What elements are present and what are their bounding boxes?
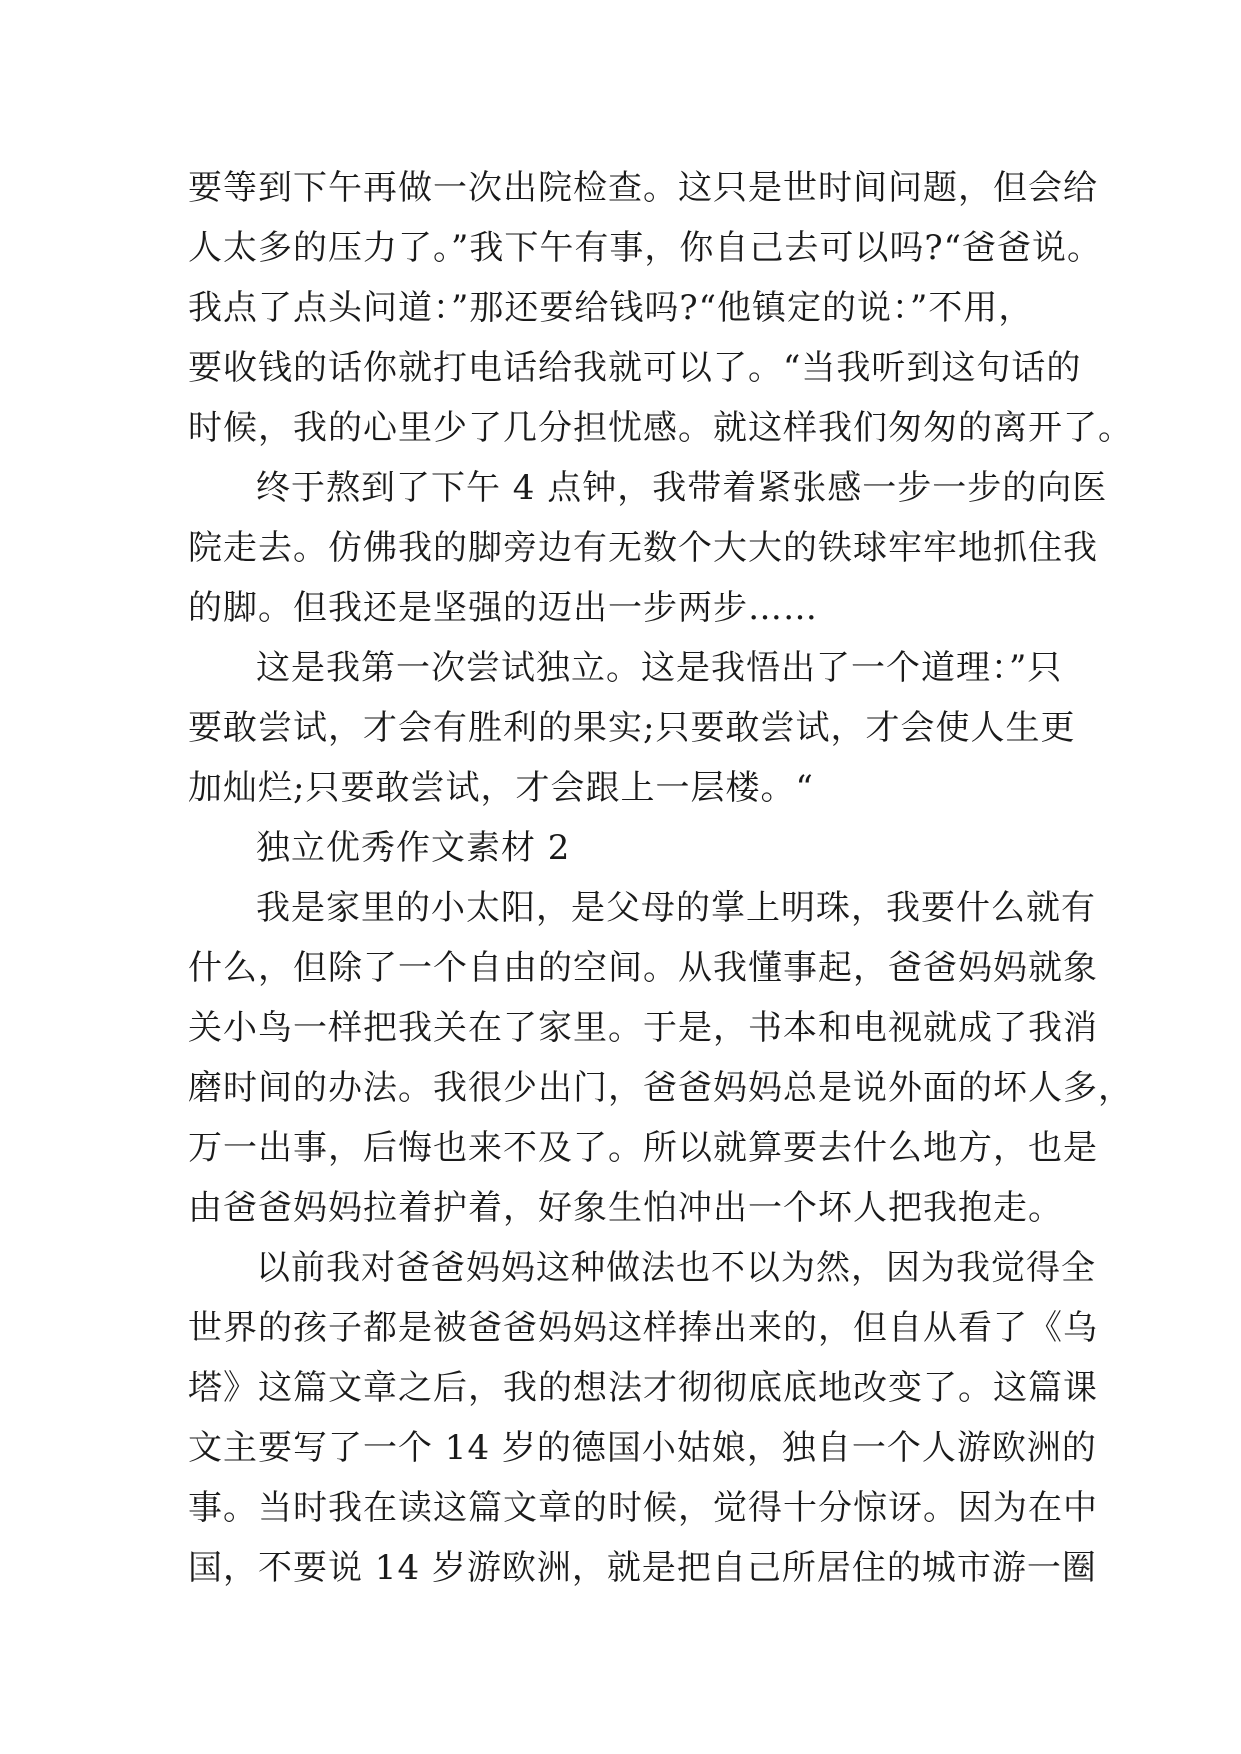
paragraph-first-line: 我是家里的小太阳，是父母的掌上明珠，我要什么就有	[256, 888, 1096, 928]
text-line: 要等到下午再做一次出院检查。这只是世时间问题，但会给	[188, 168, 1098, 208]
document-body	[188, 158, 1133, 1598]
text-line: 文主要写了一个 14 岁的德国小姑娘，独自一个人游欧洲的	[188, 1428, 1097, 1468]
paragraph-first-line: 以前我对爸爸妈妈这种做法也不以为然，因为我觉得全	[256, 1248, 1096, 1288]
text-line: 万一出事，后悔也来不及了。所以就算要去什么地方，也是	[188, 1128, 1098, 1168]
text-line: 要收钱的话你就打电话给我就可以了。“当我听到这句话的	[188, 348, 1082, 388]
section-heading: 独立优秀作文素材 2	[256, 828, 571, 868]
text-line: 由爸爸妈妈拉着护着，好象生怕冲出一个坏人把我抱走。	[188, 1188, 1063, 1228]
paragraph-first-line: 终于熬到了下午 4 点钟，我带着紧张感一步一步的向医	[256, 468, 1108, 508]
text-line: 时候，我的心里少了几分担忧感。就这样我们匆匆的离开了。	[188, 408, 1133, 448]
paragraph-first-line: 这是我第一次尝试独立。这是我悟出了一个道理：”只	[256, 648, 1063, 688]
text-line: 要敢尝试，才会有胜利的果实;只要敢尝试，才会使人生更	[188, 708, 1076, 748]
text-line: 的脚。但我还是坚强的迈出一步两步……	[188, 588, 818, 628]
text-line: 磨时间的办法。我很少出门，爸爸妈妈总是说外面的坏人多，	[188, 1068, 1133, 1108]
text-line: 人太多的压力了。”我下午有事，你自己去可以吗?“爸爸说。	[188, 228, 1102, 268]
text-line: 加灿烂;只要敢尝试，才会跟上一层楼。“	[188, 768, 814, 808]
text-line: 我点了点头问道：”那还要给钱吗?“他镇定的说：”不用，	[188, 288, 1034, 328]
text-line: 院走去。仿佛我的脚旁边有无数个大大的铁球牢牢地抓住我	[188, 528, 1098, 568]
text-line: 国，不要说 14 岁游欧洲，就是把自己所居住的城市游一圈	[188, 1548, 1097, 1588]
text-line: 什么，但除了一个自由的空间。从我懂事起，爸爸妈妈就象	[188, 948, 1098, 988]
text-line: 塔》这篇文章之后，我的想法才彻彻底底地改变了。这篇课	[188, 1368, 1098, 1408]
text-line: 事。当时我在读这篇文章的时候，觉得十分惊讶。因为在中	[188, 1488, 1098, 1528]
text-line: 世界的孩子都是被爸爸妈妈这样捧出来的，但自从看了《乌	[188, 1308, 1098, 1348]
text-line: 关小鸟一样把我关在了家里。于是，书本和电视就成了我消	[188, 1008, 1098, 1048]
